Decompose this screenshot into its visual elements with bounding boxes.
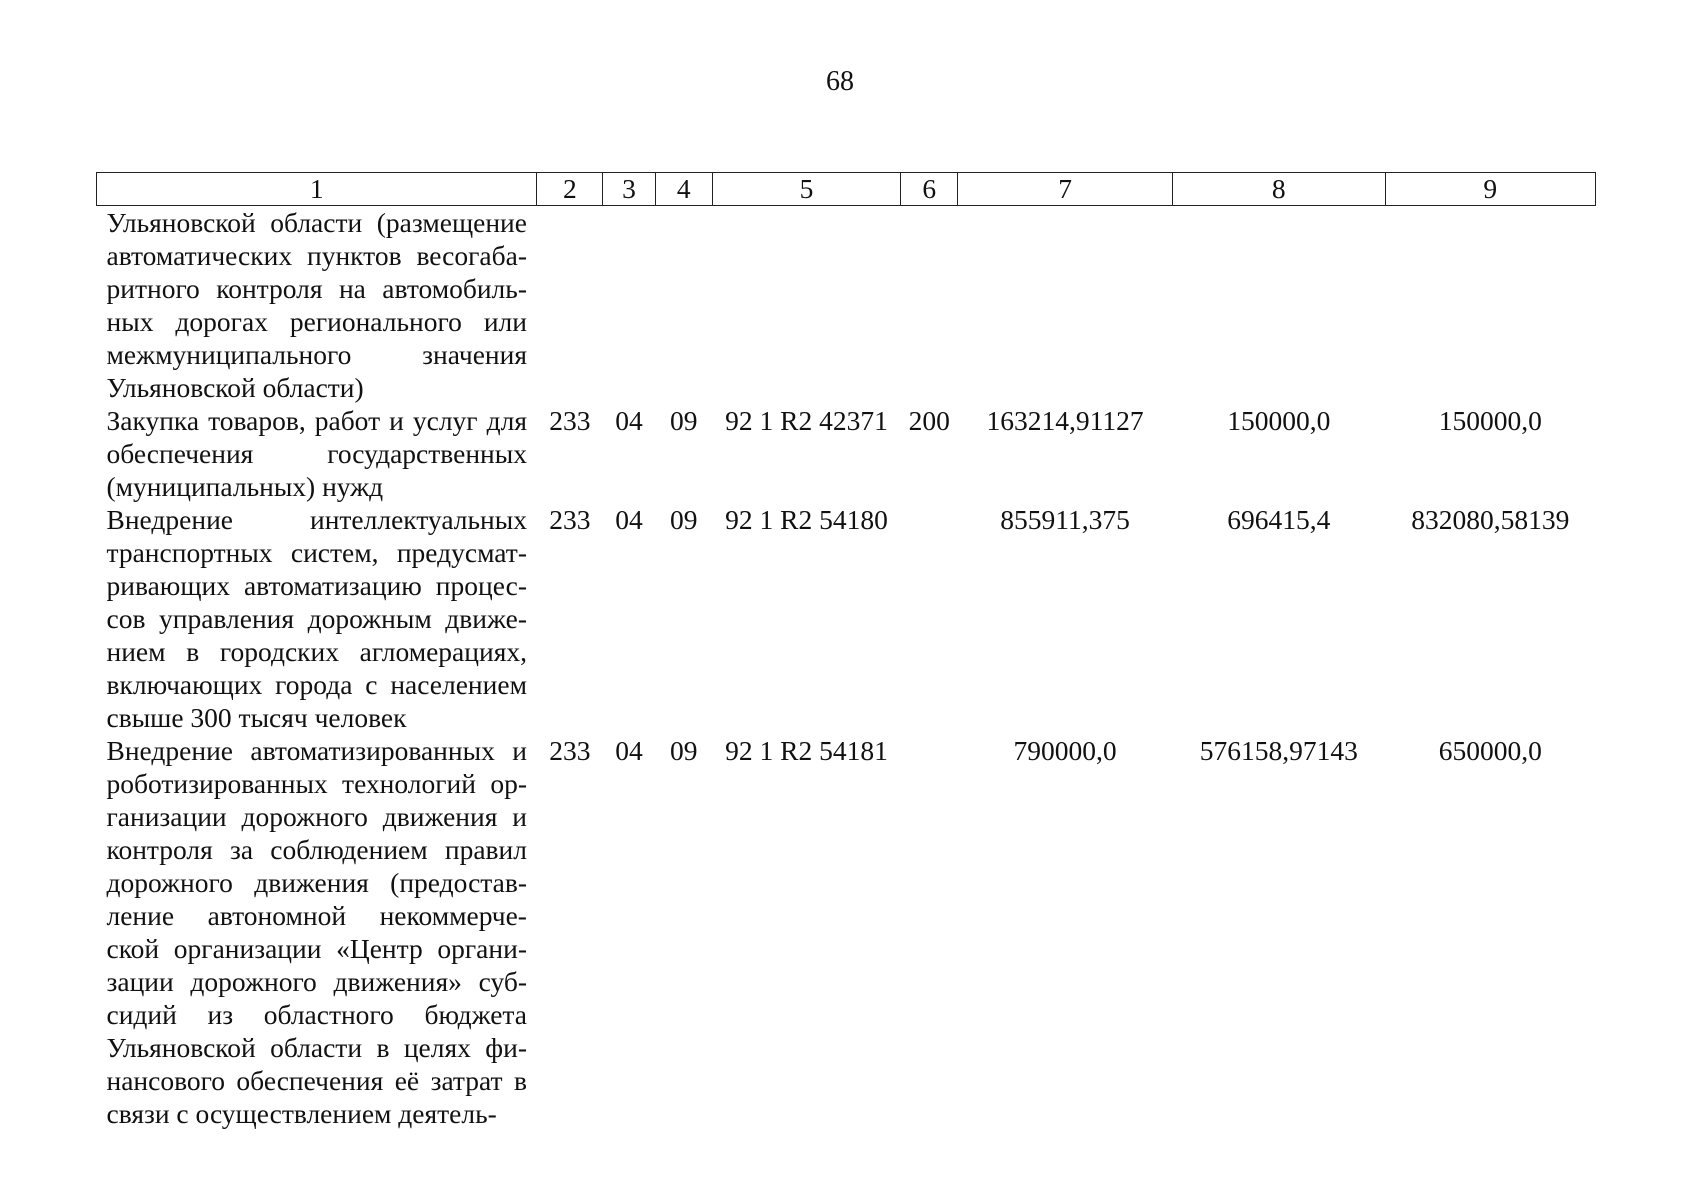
table-row — [97, 503, 1596, 734]
table-row — [97, 404, 1596, 503]
value-col-9 — [1385, 206, 1595, 405]
row-name-line: контроля за соблюдением правил — [106, 834, 527, 865]
section-code: 233 — [549, 405, 591, 436]
row-name-cell — [97, 206, 537, 405]
chapter-code: 04 — [615, 735, 643, 766]
row-name-line: включающих города с населением — [106, 669, 527, 700]
header-col-7: 7 — [958, 173, 1173, 206]
subsection-code: 09 — [670, 504, 698, 535]
row-name-line: Закупка товаров, работ и услуг для — [106, 405, 527, 436]
row-name-line: сов управления дорожным движе- — [106, 603, 527, 634]
subsection-code — [655, 206, 712, 405]
subsection-code: 09 — [670, 405, 698, 436]
row-name-line: Ульяновской области) — [106, 372, 364, 403]
row-name-cell — [97, 734, 537, 1130]
row-name-line: нием в городских агломерациях, — [106, 636, 527, 667]
value-col-9: 150000,0 — [1438, 405, 1542, 436]
row-name-line: зации дорожного движения» суб- — [106, 966, 527, 997]
row-name-line: автоматических пунктов весогаба- — [106, 240, 527, 271]
chapter-code: 04 — [615, 504, 643, 535]
section-code: 233 — [549, 735, 591, 766]
table-row — [97, 206, 1596, 405]
row-name-line: межмуниципального значения — [106, 339, 527, 370]
header-col-9: 9 — [1385, 173, 1595, 206]
row-name-line: связи с осуществлением деятель- — [106, 1098, 497, 1129]
page-number: 68 — [826, 66, 854, 97]
expense-type-code — [901, 503, 958, 734]
value-col-7: 790000,0 — [1013, 735, 1117, 766]
value-col-7: 163214,91127 — [986, 405, 1144, 436]
row-name-line: ской организации «Центр органи- — [106, 933, 527, 964]
target-article-code: 92 1 R2 42371 — [725, 405, 888, 436]
row-name-line: ритного контроля на автомобиль- — [106, 273, 527, 304]
value-col-8: 696415,4 — [1227, 504, 1331, 535]
value-col-7: 855911,375 — [1000, 504, 1130, 535]
value-col-9: 832080,58139 — [1411, 504, 1570, 535]
row-name-line: обеспечения государственных — [106, 438, 527, 469]
row-name-line: ривающих автоматизацию процес- — [106, 570, 527, 601]
value-col-7 — [958, 206, 1173, 405]
row-name-line: свыше 300 тысяч человек — [106, 702, 407, 733]
row-name-line: ганизации дорожного движения и — [106, 801, 527, 832]
row-name-line: Внедрение автоматизированных и — [106, 735, 527, 766]
expense-type-code: 200 — [908, 405, 950, 436]
table-body — [97, 206, 1596, 1131]
header-col-6: 6 — [901, 173, 958, 206]
header-col-2: 2 — [537, 173, 603, 206]
value-col-8 — [1172, 206, 1385, 405]
expense-type-code — [901, 734, 958, 1130]
value-col-8: 576158,97143 — [1199, 735, 1358, 766]
row-name-line: Ульяновской области (размещение — [106, 207, 527, 238]
header-col-1: 1 — [97, 173, 537, 206]
budget-table — [96, 172, 1596, 1130]
row-name-line: нансового обеспечения её затрат в — [106, 1065, 527, 1096]
header-col-8: 8 — [1172, 173, 1385, 206]
header-col-5: 5 — [712, 173, 900, 206]
row-name-line: ных дорогах регионального или — [106, 306, 527, 337]
row-name-line: роботизированных технологий ор- — [106, 768, 527, 799]
row-name-line: транспортных систем, предусмат- — [106, 537, 527, 568]
header-col-4: 4 — [655, 173, 712, 206]
chapter-code: 04 — [615, 405, 643, 436]
target-article-code: 92 1 R2 54180 — [725, 504, 888, 535]
row-name-line: (муниципальных) нужд — [106, 471, 384, 502]
header-row — [97, 173, 1596, 206]
expense-type-code — [901, 206, 958, 405]
section-code: 233 — [549, 504, 591, 535]
row-name-line: дорожного движения (предостав- — [106, 867, 527, 898]
row-name-cell — [97, 503, 537, 734]
target-article-code — [712, 206, 900, 405]
chapter-code — [603, 206, 656, 405]
row-name-line: сидий из областного бюджета — [106, 999, 527, 1030]
table-row — [97, 734, 1596, 1130]
subsection-code: 09 — [670, 735, 698, 766]
row-name-cell — [97, 404, 537, 503]
row-name-line: ление автономной некоммерче- — [106, 900, 527, 931]
section-code — [537, 206, 603, 405]
header-col-3: 3 — [603, 173, 656, 206]
row-name-line: Внедрение интеллектуальных — [106, 504, 527, 535]
value-col-8: 150000,0 — [1227, 405, 1331, 436]
row-name-line: Ульяновской области в целях фи- — [106, 1032, 527, 1063]
value-col-9: 650000,0 — [1438, 735, 1542, 766]
target-article-code: 92 1 R2 54181 — [725, 735, 888, 766]
